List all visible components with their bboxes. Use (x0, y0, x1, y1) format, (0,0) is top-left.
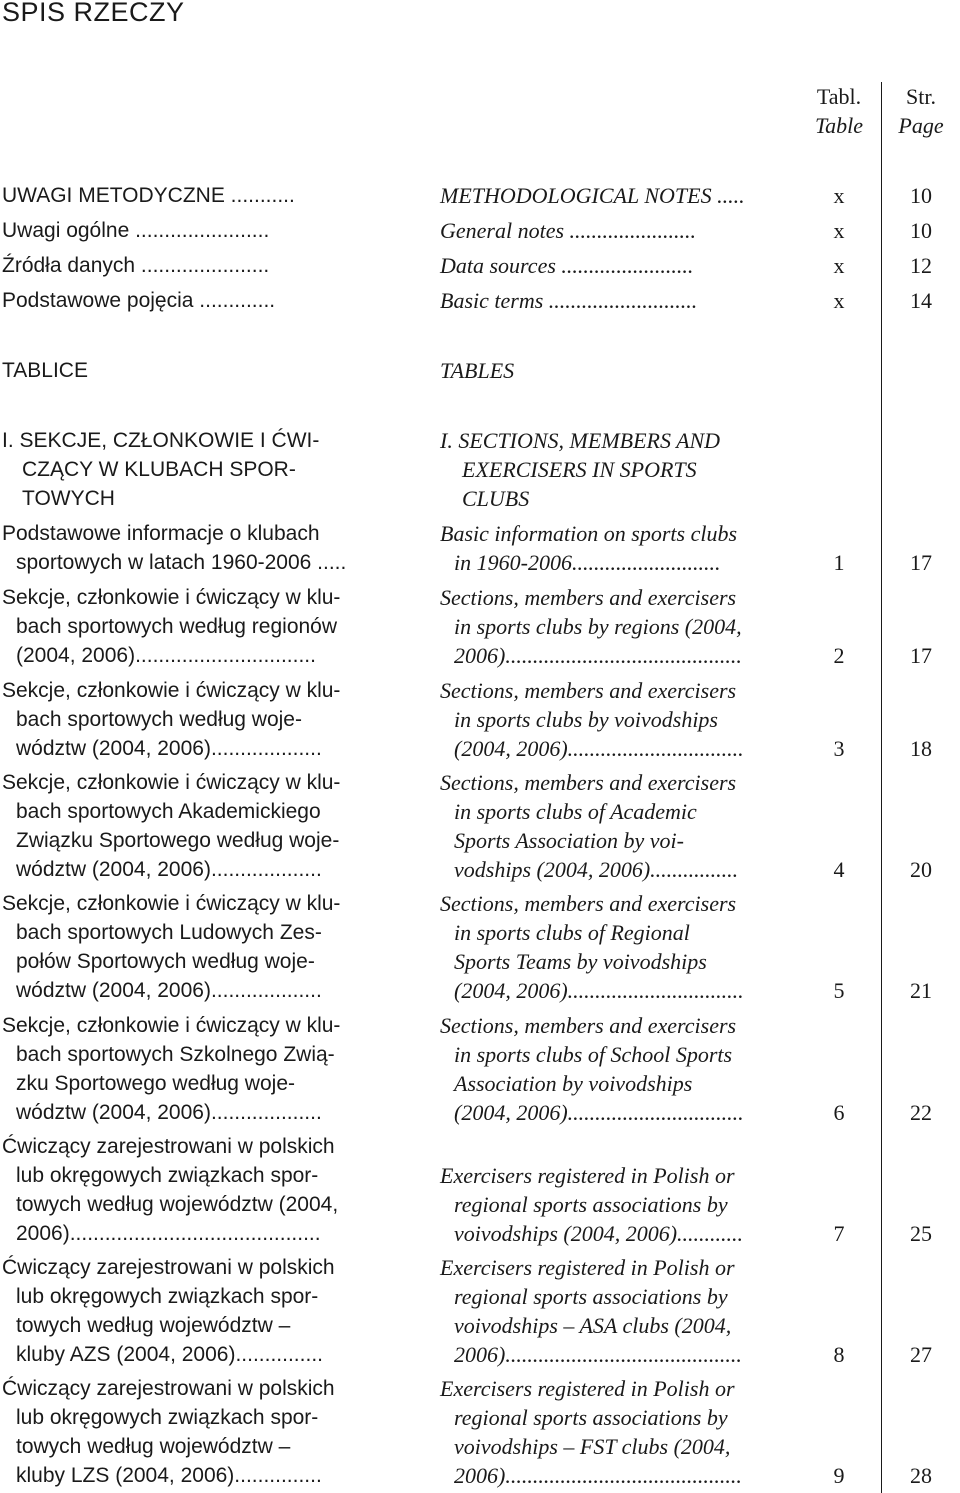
entry-en-line: in 1960-2006........................... (454, 550, 721, 575)
entry-en-line: Data sources ........................ (440, 253, 694, 278)
entry-pl-line: Sekcje, członkowie i ćwiczący w klu- (2, 771, 341, 794)
entry-en-line: regional sports associations by (454, 1405, 728, 1430)
entry-pl (2, 1253, 377, 1369)
entry-page-number: 14 (910, 288, 932, 313)
entry-pl (2, 1011, 377, 1127)
chapter-heading-en-line: I. SECTIONS, MEMBERS AND (440, 428, 721, 453)
entry-table-number: 1 (833, 550, 845, 575)
entry-pl (2, 889, 377, 1005)
entry-en (440, 1374, 795, 1490)
entry-pl-line: lub okręgowych związkach spor- (16, 1406, 319, 1429)
entry-en (440, 181, 795, 210)
entry-table-number: 2 (833, 643, 845, 668)
entry-en (440, 676, 795, 763)
entry-en-line: Basic terms ........................... (440, 288, 698, 313)
entry-pl-line: bach sportowych Szkolnego Zwią- (16, 1043, 335, 1066)
chapter-heading-en (440, 426, 795, 513)
entry-en-line: 2006)........................................... (454, 1342, 742, 1367)
entry-table-number: 3 (833, 736, 845, 761)
chapter-heading-pl-line: I. SEKCJE, CZŁONKOWIE I ĆWI- (2, 429, 320, 452)
entry-pl-line: wództw (2004, 2006)................... (16, 1101, 322, 1124)
entry-en-line: vodships (2004, 2006)................ (454, 857, 739, 882)
chapter-heading-pl (2, 426, 377, 513)
entry-table-number: 5 (833, 978, 845, 1003)
entry-pl-line: bach sportowych według woje- (16, 708, 302, 731)
entry-page-number: 18 (910, 736, 932, 761)
entry-en-line: voivodships – FST clubs (2004, (454, 1434, 731, 1459)
entry-en-line: (2004, 2006)................................ (454, 978, 744, 1003)
entry-pl-line: bach sportowych Ludowych Zes- (16, 921, 322, 944)
section-heading-en (440, 356, 795, 385)
entry-en (440, 583, 795, 670)
entry-en-line: METHODOLOGICAL NOTES ..... (440, 183, 745, 208)
entry-page-number: 10 (910, 183, 932, 208)
entry-en-line: regional sports associations by (454, 1192, 728, 1217)
page-title: SPIS RZECZY (2, 0, 185, 27)
entry-pl-line: Ćwiczący zarejestrowani w polskich (2, 1135, 335, 1158)
entry-page-number: 17 (910, 550, 932, 575)
entry-pl (2, 286, 377, 315)
entry-en-line: in sports clubs of Academic (454, 799, 697, 824)
entry-pl (2, 251, 377, 280)
entry-en-line: Sports Teams by voivodships (454, 949, 707, 974)
entry-table-number: x (833, 253, 845, 278)
header-table-pl: Tabl. (816, 84, 862, 109)
entry-en (440, 1253, 795, 1369)
entry-table-number: 6 (833, 1100, 845, 1125)
entry-pl-line: Sekcje, członkowie i ćwiczący w klu- (2, 892, 341, 915)
header-table-en: Table (814, 113, 864, 138)
entry-en-line: (2004, 2006)................................ (454, 736, 744, 761)
entry-pl-line: kluby LZS (2004, 2006)............... (16, 1464, 322, 1487)
chapter-heading-pl-line: CZĄCY W KLUBACH SPOR- (22, 458, 296, 481)
entry-en-line: Association by voivodships (454, 1071, 693, 1096)
entry-page-number: 22 (910, 1100, 932, 1125)
section-heading-pl (2, 356, 377, 385)
entry-en-line: in sports clubs of School Sports (454, 1042, 733, 1067)
entry-pl-line: połów Sportowych według woje- (16, 950, 315, 973)
entry-en (440, 1161, 795, 1248)
entry-en-line: 2006)........................................... (454, 1463, 742, 1488)
entry-page-number: 17 (910, 643, 932, 668)
entry-pl-line: Sekcje, członkowie i ćwiczący w klu- (2, 586, 341, 609)
entry-pl-line: towych według województw – (16, 1314, 291, 1337)
entry-en-line: Basic information on sports clubs (440, 521, 738, 546)
entry-en-line: voivodships – ASA clubs (2004, (454, 1313, 732, 1338)
entry-en-line: in sports clubs by regions (2004, (454, 614, 742, 639)
entry-pl-line: lub okręgowych związkach spor- (16, 1164, 319, 1187)
section-heading-en-line: TABLES (440, 358, 515, 383)
entry-en-line: General notes ....................... (440, 218, 697, 243)
entry-en (440, 251, 795, 280)
entry-pl-line: towych według województw (2004, (16, 1193, 339, 1216)
entry-en-line: Sections, members and exercisers (440, 1013, 737, 1038)
entry-table-number: 7 (833, 1221, 845, 1246)
entry-pl-line: Źródła danych ...................... (2, 254, 270, 277)
entry-en (440, 216, 795, 245)
entry-pl (2, 1374, 377, 1490)
header-page-en: Page (898, 113, 944, 138)
entry-en-line: in sports clubs by voivodships (454, 707, 718, 732)
entry-page-number: 21 (910, 978, 932, 1003)
header-page-column (886, 82, 956, 140)
entry-en-line: Sections, members and exercisers (440, 891, 737, 916)
entry-en-line: Exercisers registered in Polish or (440, 1163, 735, 1188)
entry-pl-line: zku Sportowego według woje- (16, 1072, 295, 1095)
entry-en (440, 889, 795, 1005)
entry-pl-line: 2006)........................................... (16, 1222, 321, 1245)
entry-pl-line: Ćwiczący zarejestrowani w polskich (2, 1256, 335, 1279)
entry-pl-line: bach sportowych według regionów (16, 615, 338, 638)
entry-pl-line: Podstawowe informacje o klubach (2, 522, 320, 545)
entry-pl (2, 676, 377, 763)
entry-pl-line: Ćwiczący zarejestrowani w polskich (2, 1377, 335, 1400)
entry-table-number: 9 (833, 1463, 845, 1488)
entry-en-line: Sections, members and exercisers (440, 770, 737, 795)
entry-pl (2, 1132, 377, 1248)
header-table-column (804, 82, 874, 140)
header-page-pl: Str. (906, 84, 936, 109)
entry-table-number: 4 (833, 857, 845, 882)
entry-en-line: Sections, members and exercisers (440, 585, 737, 610)
chapter-heading-en-line: EXERCISERS IN SPORTS (462, 457, 697, 482)
entry-en-line: in sports clubs of Regional (454, 920, 690, 945)
entry-page-number: 25 (910, 1221, 932, 1246)
entry-pl-line: sportowych w latach 1960-2006 ..... (16, 551, 347, 574)
entry-en-line: Exercisers registered in Polish or (440, 1376, 735, 1401)
entry-page-number: 20 (910, 857, 932, 882)
entry-pl-line: Związku Sportowego według woje- (16, 829, 340, 852)
entry-pl (2, 216, 377, 245)
entry-en (440, 1011, 795, 1127)
entry-pl (2, 768, 377, 884)
chapter-heading-pl-line: TOWYCH (22, 487, 115, 510)
entry-en-line: Sections, members and exercisers (440, 678, 737, 703)
entry-pl (2, 181, 377, 210)
entry-page-number: 10 (910, 218, 932, 243)
entry-pl-line: wództw (2004, 2006)................... (16, 979, 322, 1002)
entry-table-number: x (833, 183, 845, 208)
entry-pl-line: kluby AZS (2004, 2006)............... (16, 1343, 323, 1366)
entry-en (440, 768, 795, 884)
chapter-heading-en-line: CLUBS (462, 486, 530, 511)
entry-pl-line: wództw (2004, 2006)................... (16, 737, 322, 760)
entry-pl-line: Sekcje, członkowie i ćwiczący w klu- (2, 1014, 341, 1037)
entry-pl-line: lub okręgowych związkach spor- (16, 1285, 319, 1308)
entry-table-number: x (833, 288, 845, 313)
entry-en (440, 519, 795, 577)
entry-en-line: (2004, 2006)................................ (454, 1100, 744, 1125)
section-heading-pl-line: TABLICE (2, 359, 88, 382)
entry-pl (2, 583, 377, 670)
entry-pl (2, 519, 377, 577)
entry-page-number: 28 (910, 1463, 932, 1488)
entry-en-line: voivodships (2004, 2006)............ (454, 1221, 744, 1246)
entry-en-line: Sports Association by voi- (454, 828, 684, 853)
column-divider (881, 82, 882, 1493)
entry-pl-line: wództw (2004, 2006)................... (16, 858, 322, 881)
entry-page-number: 12 (910, 253, 932, 278)
entry-pl-line: towych według województw – (16, 1435, 291, 1458)
entry-pl-line: UWAGI METODYCZNE ........... (2, 184, 295, 207)
entry-pl-line: bach sportowych Akademickiego (16, 800, 321, 823)
entry-en-line: regional sports associations by (454, 1284, 728, 1309)
entry-en-line: Exercisers registered in Polish or (440, 1255, 735, 1280)
entry-table-number: x (833, 218, 845, 243)
entry-en-line: 2006)........................................... (454, 643, 742, 668)
entry-table-number: 8 (833, 1342, 845, 1367)
entry-en (440, 286, 795, 315)
entry-pl-line: (2004, 2006)............................... (16, 644, 316, 667)
entry-pl-line: Podstawowe pojęcia ............. (2, 289, 276, 312)
entry-pl-line: Sekcje, członkowie i ćwiczący w klu- (2, 679, 341, 702)
entry-pl-line: Uwagi ogólne ....................... (2, 219, 270, 242)
entry-page-number: 27 (910, 1342, 932, 1367)
